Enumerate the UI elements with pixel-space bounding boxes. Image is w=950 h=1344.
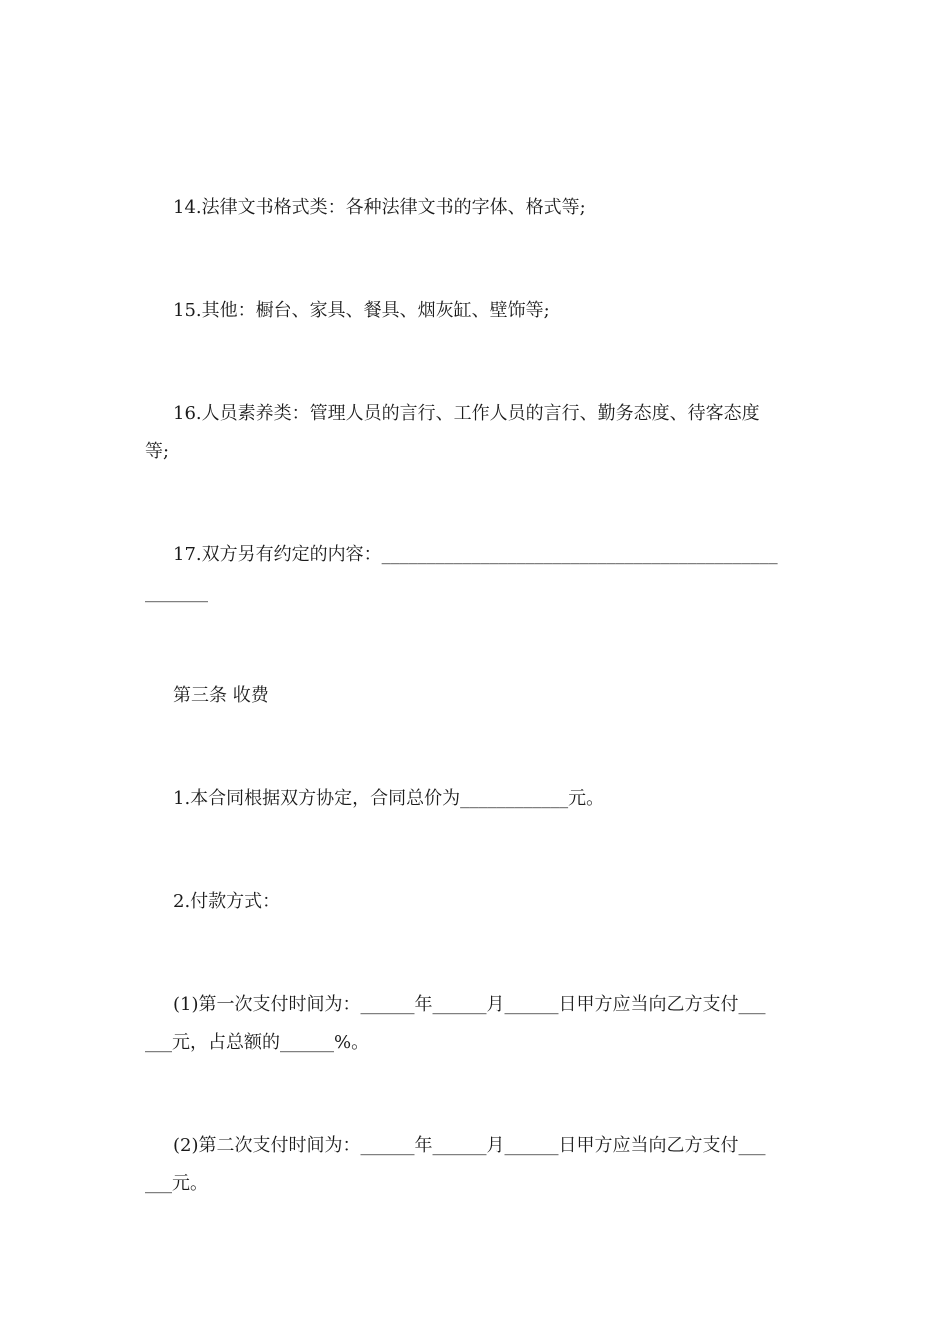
clause-16-line2: 等;: [145, 441, 170, 462]
payment-1-line1: (1)第一次支付时间为：______年______月______日甲方应当向乙方支付___: [173, 994, 766, 1015]
fee-clause-1: 1.本合同根据双方协定，合同总价为____________元。: [173, 788, 605, 809]
fee-clause-2: 2.付款方式：: [173, 891, 281, 912]
clause-15: 15.其他：橱台、家具、餐具、烟灰缸、壁饰等;: [173, 300, 550, 321]
article-3-title: 第三条 收费: [173, 685, 269, 706]
payment-2-line2: ___元。: [145, 1173, 208, 1194]
payment-2-line1: (2)第二次支付时间为：______年______月______日甲方应当向乙方支付___: [173, 1135, 766, 1156]
clause-16-line1: 16.人员素养类：管理人员的言行、工作人员的言行、勤务态度、待客态度: [173, 403, 760, 424]
payment-1-line2: ___元，占总额的______%。: [145, 1032, 370, 1053]
clause-17-line2: _______: [145, 582, 208, 603]
clause-17-line1: 17.双方另有约定的内容：____________________________________________: [173, 544, 778, 565]
clause-14: 14.法律文书格式类：各种法律文书的字体、格式等;: [173, 197, 586, 218]
